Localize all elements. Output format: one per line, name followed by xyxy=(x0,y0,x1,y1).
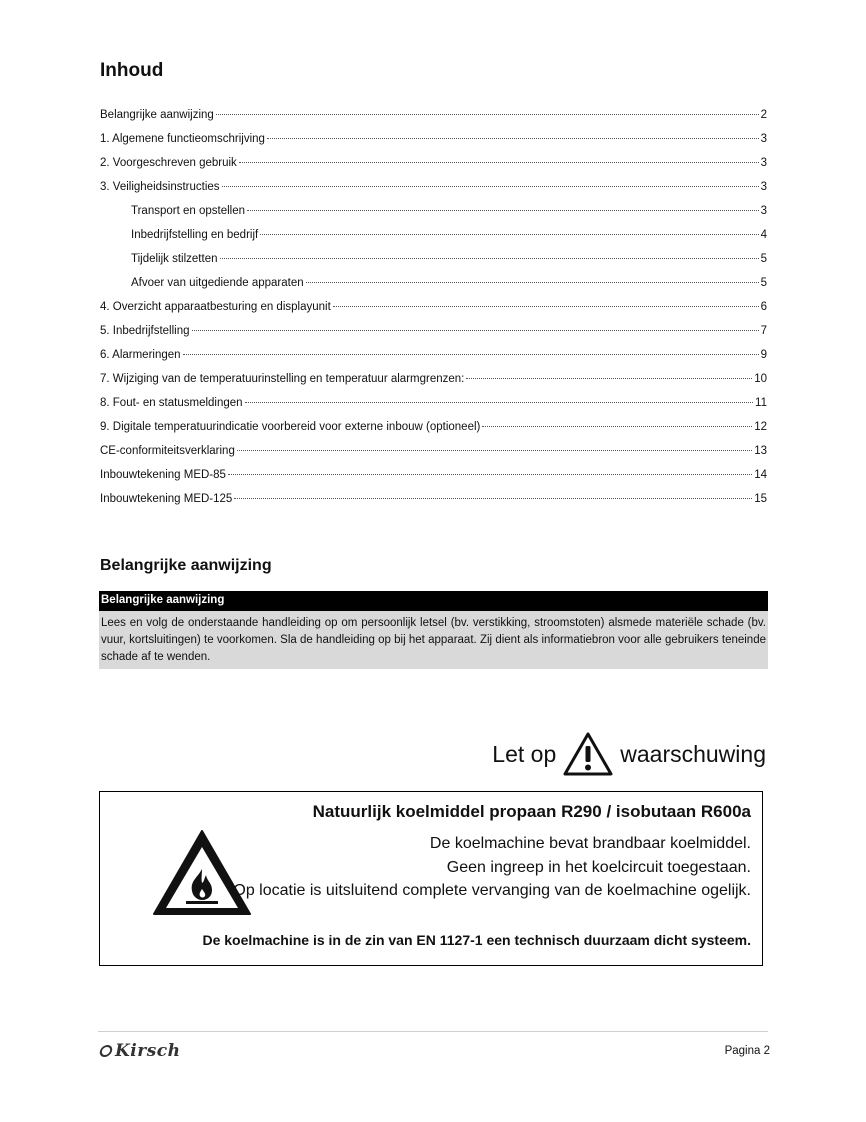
toc-entry[interactable] xyxy=(100,153,767,177)
exclamation-warning-icon xyxy=(562,731,614,777)
toc-entry[interactable] xyxy=(100,465,767,489)
toc-leader-dots xyxy=(466,378,752,379)
toc-entry[interactable] xyxy=(100,441,767,465)
toc-entry-title: 1. Algemene functieomschrijving xyxy=(100,133,265,145)
warning-lines xyxy=(231,832,751,903)
notice-header: Belangrijke aanwijzing xyxy=(99,591,768,611)
toc-leader-dots xyxy=(245,402,753,403)
toc-entry-page: 15 xyxy=(754,493,767,505)
toc-leader-dots xyxy=(192,330,759,331)
toc-entry-page: 14 xyxy=(754,469,767,481)
toc-entry-title: 4. Overzicht apparaatbesturing en displayunit xyxy=(100,301,331,313)
toc-entry[interactable] xyxy=(100,393,767,417)
toc-entry[interactable] xyxy=(100,201,767,225)
toc-entry-page: 10 xyxy=(754,373,767,385)
caution-label xyxy=(440,728,766,780)
toc-entry-title: 5. Inbedrijfstelling xyxy=(100,325,190,337)
toc-entry[interactable] xyxy=(100,345,767,369)
toc-entry-title: Inbedrijfstelling en bedrijf xyxy=(131,229,259,241)
toc-leader-dots xyxy=(183,354,759,355)
toc-entry-page: 5 xyxy=(760,253,767,265)
table-of-contents xyxy=(100,105,767,513)
warning-footer: De koelmachine is in de zin van EN 1127-1 een technisch duurzaam dicht systeem. xyxy=(202,932,751,948)
logo-text: Kirsch xyxy=(115,1041,181,1061)
toc-entry-page: 4 xyxy=(760,229,767,241)
toc-leader-dots xyxy=(260,234,758,235)
section-heading: Belangrijke aanwijzing xyxy=(100,557,272,574)
toc-leader-dots xyxy=(216,114,759,115)
toc-entry[interactable] xyxy=(100,273,767,297)
toc-entry[interactable] xyxy=(100,249,767,273)
toc-leader-dots xyxy=(267,138,759,139)
toc-entry-title: Transport en opstellen xyxy=(131,205,246,217)
footer-divider xyxy=(98,1031,768,1032)
toc-entry-page: 13 xyxy=(754,445,767,457)
notice-body: Lees en volg de onderstaande handleiding op om persoonlijk letsel (bv. verstikking, stroomstoten) alsmede materiële schade (bv. vuur, kortsluitingen) te voorkomen. Sla de handleiding op bij het apparaat. Zij dient als informatiebron voor alle gebruikers teneinde schade af te wenden. xyxy=(99,611,768,669)
toc-entry-page: 3 xyxy=(760,205,767,217)
toc-entry[interactable] xyxy=(100,321,767,345)
toc-entry-title: Inbouwtekening MED-85 xyxy=(100,469,226,481)
toc-entry-page: 3 xyxy=(760,133,767,145)
toc-leader-dots xyxy=(234,498,752,499)
toc-entry[interactable] xyxy=(100,489,767,513)
toc-entry[interactable] xyxy=(100,177,767,201)
toc-entry-page: 3 xyxy=(760,157,767,169)
page-title: Inhoud xyxy=(100,60,164,81)
toc-entry[interactable] xyxy=(100,369,767,393)
warning-line: De koelmachine bevat brandbaar koelmiddel. xyxy=(429,835,751,852)
toc-entry-page: 9 xyxy=(760,349,767,361)
toc-entry-title: 9. Digitale temperatuurindicatie voorbereid voor externe inbouw (optioneel) xyxy=(100,421,481,433)
toc-leader-dots xyxy=(239,162,759,163)
toc-entry[interactable] xyxy=(100,417,767,441)
toc-entry[interactable] xyxy=(100,105,767,129)
page-number: Pagina 2 xyxy=(724,1045,770,1057)
warning-line: Geen ingreep in het koelcircuit toegestaan. xyxy=(446,858,751,876)
toc-entry-title: CE-conformiteitsverklaring xyxy=(100,445,235,457)
toc-leader-dots xyxy=(220,258,759,259)
toc-entry-title: Inbouwtekening MED-125 xyxy=(100,493,233,505)
caution-label-left: Let op xyxy=(492,740,557,767)
toc-leader-dots xyxy=(228,474,752,475)
toc-entry-title: 3. Veiligheidsinstructies xyxy=(100,181,220,193)
toc-entry-title: 8. Fout- en statusmeldingen xyxy=(100,397,243,409)
kirsch-logo xyxy=(100,1041,180,1061)
toc-leader-dots xyxy=(222,186,759,187)
toc-leader-dots xyxy=(247,210,759,211)
toc-leader-dots xyxy=(333,306,759,307)
warning-line: Op locatie is uitsluitend complete vervanging van de koelmachine ogelijk. xyxy=(233,882,751,899)
toc-entry-page: 12 xyxy=(754,421,767,433)
toc-entry-page: 3 xyxy=(760,181,767,193)
toc-leader-dots xyxy=(237,450,752,451)
toc-entry-page: 5 xyxy=(760,277,767,289)
toc-leader-dots xyxy=(306,282,759,283)
toc-entry-title: Afvoer van uitgediende apparaten xyxy=(131,277,304,289)
kirsch-logo-icon xyxy=(98,1045,113,1057)
toc-entry[interactable] xyxy=(100,225,767,249)
toc-entry-title: Tijdelijk stilzetten xyxy=(131,253,218,265)
important-notice xyxy=(99,591,768,669)
refrigerant-warning-box xyxy=(99,791,763,966)
caution-label-right: waarschuwing xyxy=(620,740,766,767)
toc-entry[interactable] xyxy=(100,297,767,321)
toc-leader-dots xyxy=(482,426,752,427)
toc-entry-page: 2 xyxy=(760,109,767,121)
toc-entry-title: 2. Voorgeschreven gebruik xyxy=(100,157,237,169)
toc-entry-title: 6. Alarmeringen xyxy=(100,349,181,361)
toc-entry-page: 6 xyxy=(760,301,767,313)
toc-entry[interactable] xyxy=(100,129,767,153)
toc-entry-title: 7. Wijziging van de temperatuurinstelling en temperatuur alarmgrenzen: xyxy=(100,373,465,385)
toc-entry-title: Belangrijke aanwijzing xyxy=(100,109,214,121)
warning-title: Natuurlijk koelmiddel propaan R290 / isobutaan R600a xyxy=(312,802,751,821)
toc-entry-page: 11 xyxy=(755,397,767,409)
toc-entry-page: 7 xyxy=(760,325,767,337)
